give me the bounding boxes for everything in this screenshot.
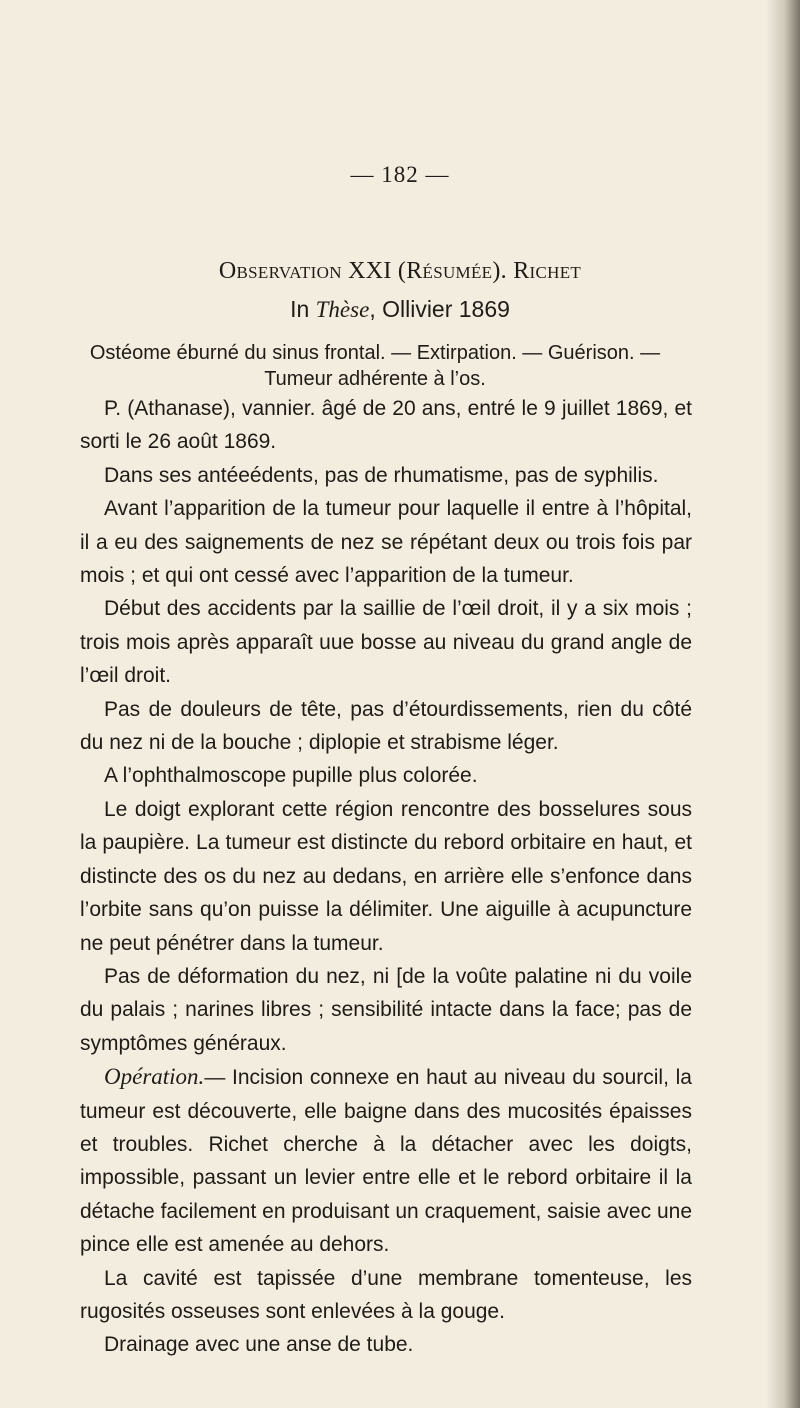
paragraph: A l’ophthalmoscope pupille plus colorée.: [104, 764, 478, 788]
case-summary: [60, 340, 690, 392]
operation-paragraph: [80, 1060, 692, 1261]
source-prefix: In: [290, 296, 316, 322]
observation-title: Observation XXI (Résumée). Richet: [218, 258, 582, 284]
page-number: — 182 —: [350, 162, 450, 187]
summary-line: Tumeur adhérente à l’os.: [264, 368, 486, 390]
paragraph: Drainage avec une anse de tube.: [104, 1333, 414, 1357]
paragraph: P. (Athanase), vannier. âgé de 20 ans, entré le 9 juillet 1869, et sorti le 26 août 1869.: [80, 397, 692, 454]
observation-body: [80, 392, 692, 1362]
paragraph: Pas de douleurs de tête, pas d’étourdissements, rien du côté du nez ni de la bouche ; diplopie et strabisme léger.: [80, 697, 692, 755]
operation-text: — Incision connexe en haut au niveau du sourcil, la tumeur est découverte, elle baigne dans des mucosités épaisses et troubles. Richet cherche à la détacher avec les doigts, impossible, passant un levier entre elle et le rebord orbitaire il la détache facilement en produisant un craquement, saisie avec une pince elle est amenée au dehors.: [80, 1066, 692, 1257]
source-suffix: , Ollivier 1869: [369, 296, 510, 322]
operation-label: Opération.: [104, 1064, 205, 1090]
source-reference: [0, 296, 800, 323]
paragraph: Pas de déformation du nez, ni [de la voûte palatine ni du voile du palais ; narines libres ; sensibilité intacte dans la face; pas de symptômes généraux.: [80, 964, 692, 1055]
paragraph: La cavité est tapissée d’une membrane tomenteuse, les rugosités osseuses sont enlevées à la gouge.: [80, 1266, 692, 1323]
summary-line: Ostéome éburné du sinus frontal. — Extirpation. — Guérison. —: [89, 342, 661, 364]
page-edge-shadow: [766, 0, 800, 1408]
paragraph: Début des accidents par la saillie de l’œil droit, il y a six mois ; trois mois après apparaît uue bosse au niveau du grand angle de l’œil droit.: [80, 597, 692, 688]
paragraph: Le doigt explorant cette région rencontre des bosselures sous la paupière. La tumeur est distincte du rebord orbitaire en haut, et distincte des os du nez au dedans, en arrière elle s’enfonce dans l’orbite sans qu’on puisse la délimiter. Une aiguille à acupuncture ne peut pénétrer dans la tumeur.: [80, 797, 692, 955]
paragraph: Avant l’apparition de la tumeur pour laquelle il entre à l’hôpital, il a eu des saignements de nez se répétant deux ou trois fois par mois ; et qui ont cessé avec l’apparition de la tumeur.: [80, 497, 692, 588]
paragraph: Dans ses antéeédents, pas de rhumatisme, pas de syphilis.: [104, 463, 659, 487]
source-work: Thèse: [315, 297, 370, 322]
